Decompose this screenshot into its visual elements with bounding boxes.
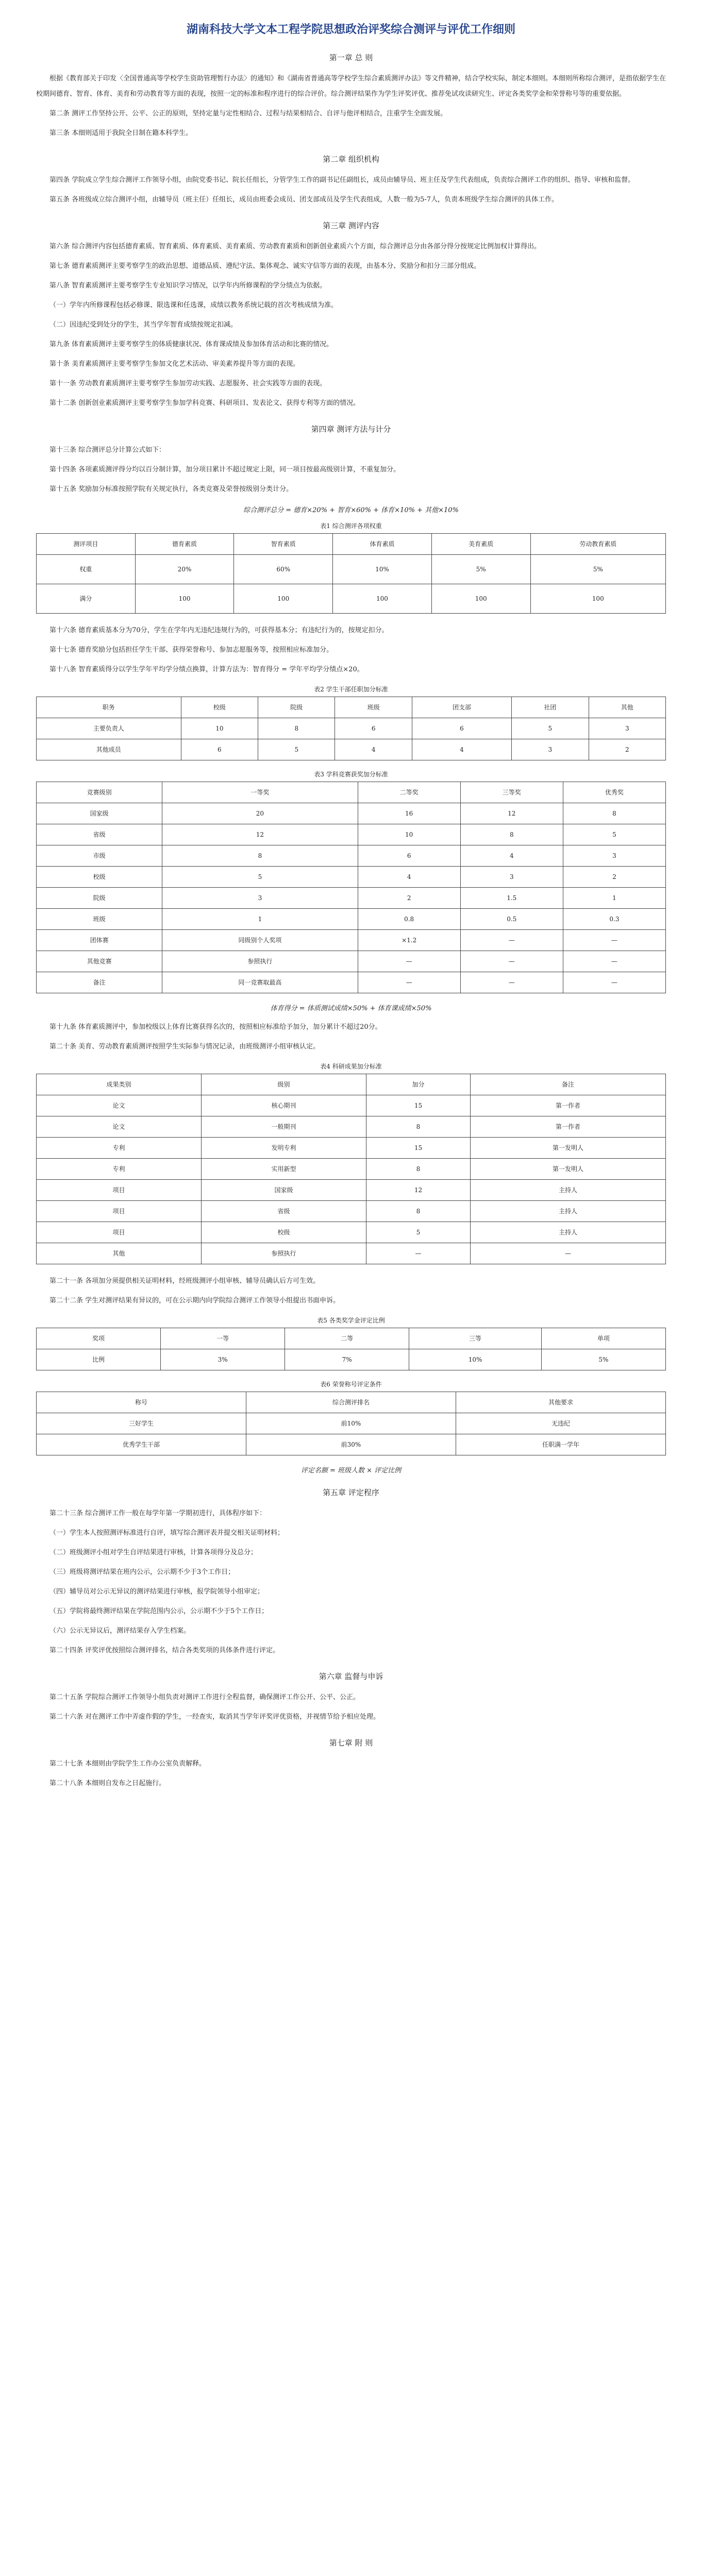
table-cell: 3 (460, 867, 563, 888)
paragraph: （一）学生本人按照测评标准进行自评，填写综合测评表并提交相关证明材料； (49, 1529, 285, 1537)
table-cell: 市级 (37, 845, 162, 867)
table-cell: 1.5 (460, 888, 563, 909)
table-cell: 论文 (37, 1095, 202, 1116)
formula-quota: 评定名额 = 班级人数 × 评定比例 (300, 1467, 402, 1475)
table-cell: 第一作者 (470, 1095, 665, 1116)
table-row (37, 1413, 666, 1434)
table-cell: 5 (512, 718, 589, 739)
table-cell: 8 (563, 803, 665, 824)
table-header-cell: 一等 (161, 1328, 285, 1349)
table-header-cell: 一等奖 (162, 782, 358, 803)
table-cell: 15 (366, 1138, 471, 1159)
table-cell: 发明专利 (202, 1138, 366, 1159)
table-cell: 国家级 (202, 1180, 366, 1201)
table-cell: 参照执行 (162, 951, 358, 972)
table-row (37, 1243, 666, 1264)
table-cell: 10% (409, 1349, 542, 1370)
table-cell: 核心期刊 (202, 1095, 366, 1116)
table-header-cell: 美育素质 (431, 534, 530, 555)
table-cell: 5 (258, 739, 335, 760)
table-cell: 0.3 (563, 909, 665, 930)
sections-part-1 (36, 52, 666, 497)
table-header-cell: 三等 (409, 1328, 542, 1349)
table-cell: 4 (412, 739, 511, 760)
table-cell: 优秀学生干部 (37, 1434, 246, 1455)
table-header-cell: 成果类别 (37, 1074, 202, 1095)
table-cell: 2 (563, 867, 665, 888)
scholarship-ratio-table (36, 1328, 666, 1370)
table-header-cell: 优秀奖 (563, 782, 665, 803)
paragraph: （五）学院将最终测评结果在学院范围内公示，公示期不少于5个工作日； (49, 1607, 269, 1615)
table-cell: — (366, 1243, 471, 1264)
table-header-row (37, 697, 666, 718)
table-header-cell: 测评项目 (37, 534, 136, 555)
paragraph: 第二十六条 对在测评工作中弄虚作假的学生，一经查实，取消其当学年评奖评优资格，并视情节给予相应处理。 (49, 1713, 380, 1721)
table-cell: 6 (335, 718, 412, 739)
paragraph: 第十五条 奖励加分标准按照学院有关规定执行，各类竞赛及荣誉按级别分类计分。 (49, 485, 293, 493)
table-cell: 主持人 (470, 1180, 665, 1201)
cadre-bonus-table (36, 697, 666, 760)
table-cell: 5% (541, 1349, 665, 1370)
chapter-heading: 第一章 总 则 (329, 53, 373, 62)
paragraph: 第二十七条 本细则由学院学生工作办公室负责解释。 (49, 1760, 206, 1768)
table-cell: 2 (589, 739, 665, 760)
table-cell: 校级 (37, 867, 162, 888)
paragraph: （三）班级将测评结果在班内公示，公示期不少于3个工作日； (49, 1568, 235, 1576)
paragraph: 第十九条 体育素质测评中，参加校级以上体育比赛获得名次的，按照相应标准给予加分，加分累计不超过20分。 (49, 1023, 382, 1031)
table-header-cell: 其他 (589, 697, 665, 718)
table-row (37, 1095, 666, 1116)
table-header-cell: 院级 (258, 697, 335, 718)
table-cell: 专利 (37, 1138, 202, 1159)
table-header-cell: 班级 (335, 697, 412, 718)
paragraph: 第二十五条 学院综合测评工作领导小组负责对测评工作进行全程监督，确保测评工作公开、公平、公正。 (49, 1693, 360, 1701)
paragraph: （六）公示无异议后，测评结果存入学生档案。 (49, 1627, 191, 1635)
table-cell: 6 (412, 718, 511, 739)
chapter-heading: 第五章 评定程序 (323, 1488, 379, 1497)
table-cell: 1 (563, 888, 665, 909)
research-bonus-table (36, 1074, 666, 1264)
formula-total-score: 综合测评总分 = 德育×20% + 智育×60% + 体育×10% + 其他×10% (243, 506, 459, 514)
table-header-cell: 级别 (202, 1074, 366, 1095)
table-cell: 校级 (202, 1222, 366, 1243)
table-header-cell: 团支部 (412, 697, 511, 718)
table-cell: 院级 (37, 888, 162, 909)
table-row (37, 972, 666, 993)
table-3-caption: 表3 学科竞赛获奖加分标准 (314, 771, 388, 778)
paragraph: 第九条 体育素质测评主要考察学生的体质健康状况、体育课成绩及参加体育活动和比赛的情况。 (49, 341, 333, 348)
table-2-caption: 表2 学生干部任职加分标准 (314, 686, 388, 693)
table-cell: 主持人 (470, 1201, 665, 1222)
table-header-row (37, 1328, 666, 1349)
table-cell: 100 (333, 584, 432, 614)
table-cell: — (460, 951, 563, 972)
table-cell: 任职满一学年 (456, 1434, 666, 1455)
paragraph: 第二十八条 本细则自发布之日起施行。 (49, 1780, 166, 1787)
table-cell: 三好学生 (37, 1413, 246, 1434)
table-cell: 项目 (37, 1201, 202, 1222)
table-row (37, 888, 666, 909)
table-cell: 同级别个人奖项 (162, 930, 358, 951)
paragraph: 第二十三条 综合测评工作一般在每学年第一学期初进行，具体程序如下： (49, 1510, 266, 1517)
table-cell: 3 (563, 845, 665, 867)
table-cell: 省级 (202, 1201, 366, 1222)
paragraph: （四）辅导员对公示无异议的测评结果进行审核，报学院领导小组审定； (49, 1588, 264, 1596)
table-header-cell: 职务 (37, 697, 181, 718)
paragraph: （二）班级测评小组对学生自评结果进行审核，计算各项得分及总分； (49, 1549, 258, 1556)
table-row (37, 824, 666, 845)
sections-part-2 (36, 1487, 666, 1791)
table-cell: 主持人 (470, 1222, 665, 1243)
table-cell: 前10% (246, 1413, 456, 1434)
table-cell: 7% (285, 1349, 409, 1370)
table-row (37, 1159, 666, 1180)
table-cell: 其他 (37, 1243, 202, 1264)
table-cell: 3 (512, 739, 589, 760)
table-cell: 5 (366, 1222, 471, 1243)
table-4-caption: 表4 科研成果加分标准 (320, 1063, 382, 1070)
table-row (37, 739, 666, 760)
chapter-heading: 第四章 测评方法与计分 (311, 425, 391, 434)
table-cell: 其他竞赛 (37, 951, 162, 972)
table-cell: 其他成员 (37, 739, 181, 760)
chapter-heading: 第二章 组织机构 (323, 155, 379, 164)
paragraph: 第二条 测评工作坚持公开、公平、公正的原则，坚持定量与定性相结合、过程与结果相结合、自评与他评相结合，注重学生全面发展。 (49, 110, 447, 117)
table-cell: — (563, 930, 665, 951)
table-cell: 4 (335, 739, 412, 760)
table-header-cell: 体育素质 (333, 534, 432, 555)
table-cell: 12 (460, 803, 563, 824)
table-cell: 16 (358, 803, 460, 824)
table-cell: 班级 (37, 909, 162, 930)
table-cell: 12 (162, 824, 358, 845)
table-5-caption: 表5 各类奖学金评定比例 (317, 1317, 385, 1324)
table-row (37, 1349, 666, 1370)
table-cell: 8 (258, 718, 335, 739)
paragraph: 第三条 本细则适用于我院全日制在籍本科学生。 (49, 129, 193, 137)
table-row (37, 555, 666, 584)
table-cell: 20% (135, 555, 234, 584)
paragraph: （二）因违纪受到处分的学生，其当学年智育成绩按规定扣减。 (49, 321, 238, 329)
table-cell: — (470, 1243, 665, 1264)
table-header-cell: 加分 (366, 1074, 471, 1095)
table-header-row (37, 534, 666, 555)
table-cell: — (358, 951, 460, 972)
table-cell: 2 (358, 888, 460, 909)
table-header-cell: 二等 (285, 1328, 409, 1349)
table-cell: 项目 (37, 1180, 202, 1201)
table-cell: 10% (333, 555, 432, 584)
table-cell: 5% (431, 555, 530, 584)
table-row (37, 1201, 666, 1222)
table-header-cell: 社团 (512, 697, 589, 718)
table-header-cell: 综合测评排名 (246, 1392, 456, 1413)
table-cell: 5 (162, 867, 358, 888)
table-header-cell: 德育素质 (135, 534, 234, 555)
table-row (37, 1116, 666, 1138)
table-cell: 满分 (37, 584, 136, 614)
table-cell: 同一竞赛取最高 (162, 972, 358, 993)
table-cell: 8 (366, 1159, 471, 1180)
paragraph: （一）学年内所修课程包括必修课、限选课和任选课，成绩以教务系统记载的首次考核成绩为准。 (49, 301, 338, 309)
table-row (37, 845, 666, 867)
paragraph: 第五条 各班级成立综合测评小组，由辅导员（班主任）任组长，成员由班委会成员、团支部成员及学生代表组成，人数一般为5-7人，负责本班级学生综合测评的具体工作。 (49, 196, 559, 204)
middle-paragraphs (36, 623, 666, 677)
table-cell: 60% (234, 555, 333, 584)
document-title: 湖南科技大学文本工程学院思想政治评奖综合测评与评优工作细则 (186, 23, 515, 36)
table-cell: 4 (460, 845, 563, 867)
table-cell: 12 (366, 1180, 471, 1201)
table-row (37, 1434, 666, 1455)
table-cell: 5% (530, 555, 665, 584)
table-cell: 备注 (37, 972, 162, 993)
table-header-cell: 备注 (470, 1074, 665, 1095)
table-row (37, 803, 666, 824)
paragraph: 第十四条 各项素质测评得分均以百分制计算，加分项目累计不超过规定上限，同一项目按最高级别计算，不重复加分。 (49, 466, 400, 473)
table-cell: 一般期刊 (202, 1116, 366, 1138)
table-cell: 100 (530, 584, 665, 614)
after-paragraphs (36, 1020, 666, 1055)
table-row (37, 867, 666, 888)
table-cell: 比例 (37, 1349, 161, 1370)
table-cell: 省级 (37, 824, 162, 845)
table-cell: 论文 (37, 1116, 202, 1138)
table-cell: 第一发明人 (470, 1138, 665, 1159)
paragraph: 第十七条 德育奖励分包括担任学生干部、获得荣誉称号、参加志愿服务等，按照相应标准加分。 (49, 646, 333, 654)
table-cell: 8 (162, 845, 358, 867)
table-header-cell: 智育素质 (234, 534, 333, 555)
paragraph: 根据《教育部关于印发〈全国普通高等学校学生资助管理暂行办法〉的通知》和《湖南省普通高等学校学生综合素质测评办法》等文件精神，结合学校实际，制定本细则。本细则所称综合测评，是指依据学生在校期间德育、智育、体育、美育和劳动教育等方面的表现，按照一定的标准和程序进行的综合评价。综合测评结果作为学生评奖评优、推荐免试攻读研究生、评定各类奖学金和荣誉称号等的重要依据。 (36, 75, 666, 98)
table-cell: 0.5 (460, 909, 563, 930)
table-cell: 6 (181, 739, 258, 760)
table-header-cell: 竞赛级别 (37, 782, 162, 803)
table-header-row (37, 1392, 666, 1413)
table-cell: 实用新型 (202, 1159, 366, 1180)
formula-sports-score: 体育得分 = 体质测试成绩×50% + 体育课成绩×50% (270, 1005, 432, 1012)
competition-bonus-table (36, 782, 666, 993)
table-header-cell: 三等奖 (460, 782, 563, 803)
table-header-cell: 称号 (37, 1392, 246, 1413)
chapter-heading: 第三章 测评内容 (323, 221, 379, 230)
paragraph: 第四条 学院成立学生综合测评工作领导小组，由院党委书记、院长任组长，分管学生工作的副书记任副组长，成员由辅导员、班主任及学生代表组成，负责综合测评工作的组织、指导、审核和监督。 (49, 176, 635, 184)
table-6-caption: 表6 荣誉称号评定条件 (320, 1381, 382, 1388)
table-cell: 1 (162, 909, 358, 930)
chapter-heading: 第七章 附 则 (329, 1738, 373, 1748)
paragraph: 第六条 综合测评内容包括德育素质、智育素质、体育素质、美育素质、劳动教育素质和创新创业素质六个方面，综合测评总分由各部分得分按规定比例加权计算得出。 (49, 243, 541, 250)
table-cell: 前30% (246, 1434, 456, 1455)
table-cell: 8 (366, 1201, 471, 1222)
table-cell: 无违纪 (456, 1413, 666, 1434)
table-row (37, 718, 666, 739)
paragraph: 第十二条 创新创业素质测评主要考察学生参加学科竞赛、科研项目、发表论文、获得专利等方面的情况。 (49, 399, 360, 407)
table-cell: 8 (366, 1116, 471, 1138)
paragraph: 第八条 智育素质测评主要考察学生专业知识学习情况，以学年内所修课程的学分绩点为依据。 (49, 282, 327, 290)
table-row (37, 930, 666, 951)
table-cell: 10 (181, 718, 258, 739)
post-paragraphs (36, 1274, 666, 1309)
table-cell: — (563, 972, 665, 993)
paragraph: 第十三条 综合测评总分计算公式如下： (49, 446, 166, 454)
table-header-cell: 二等奖 (358, 782, 460, 803)
table-row (37, 1222, 666, 1243)
paragraph: 第十一条 劳动教育素质测评主要考察学生参加劳动实践、志愿服务、社会实践等方面的表现。 (49, 380, 327, 387)
table-1-caption: 表1 综合测评各项权重 (320, 522, 382, 530)
table-cell: 100 (135, 584, 234, 614)
table-cell: 权重 (37, 555, 136, 584)
table-cell: 5 (563, 824, 665, 845)
paragraph: 第十六条 德育素质基本分为70分，学生在学年内无违纪违规行为的，可获得基本分；有违纪行为的，按规定扣分。 (49, 626, 389, 634)
paragraph: 第二十四条 评奖评优按照综合测评排名，结合各类奖项的具体条件进行评定。 (49, 1647, 280, 1654)
table-cell: 专利 (37, 1159, 202, 1180)
table-cell: 国家级 (37, 803, 162, 824)
chapter-heading: 第六章 监督与申诉 (319, 1672, 383, 1681)
table-row (37, 909, 666, 930)
table-row (37, 1180, 666, 1201)
paragraph: 第七条 德育素质测评主要考察学生的政治思想、道德品质、遵纪守法、集体观念、诚实守信等方面的表现，由基本分、奖励分和扣分三部分组成。 (49, 262, 481, 270)
honor-condition-table (36, 1392, 666, 1455)
table-header-cell: 单项 (541, 1328, 665, 1349)
table-cell: — (460, 972, 563, 993)
table-cell: 参照执行 (202, 1243, 366, 1264)
table-row (37, 951, 666, 972)
paragraph: 第二十一条 各项加分须提供相关证明材料，经班级测评小组审核、辅导员确认后方可生效。 (49, 1277, 320, 1285)
table-cell: 4 (358, 867, 460, 888)
table-cell: 项目 (37, 1222, 202, 1243)
table-cell: 20 (162, 803, 358, 824)
table-header-cell: 校级 (181, 697, 258, 718)
table-cell: 10 (358, 824, 460, 845)
table-header-cell: 劳动教育素质 (530, 534, 665, 555)
table-cell: — (563, 951, 665, 972)
table-cell: 0.8 (358, 909, 460, 930)
table-row (37, 584, 666, 614)
paragraph: 第十八条 智育素质得分以学生学年平均学分绩点换算，计算方法为：智育得分 = 学年平均学分绩点×20。 (49, 666, 364, 673)
table-cell: 3 (162, 888, 358, 909)
table-header-cell: 其他要求 (456, 1392, 666, 1413)
table-header-row (37, 782, 666, 803)
table-cell: 3 (589, 718, 665, 739)
table-cell: 团体赛 (37, 930, 162, 951)
table-cell: ×1.2 (358, 930, 460, 951)
table-cell: 100 (234, 584, 333, 614)
table-header-row (37, 1074, 666, 1095)
table-cell: — (460, 930, 563, 951)
table-cell: 15 (366, 1095, 471, 1116)
table-cell: — (358, 972, 460, 993)
paragraph: 第二十条 美育、劳动教育素质测评按照学生实际参与情况记录，由班级测评小组审核认定。 (49, 1043, 320, 1050)
weight-table (36, 533, 666, 614)
table-cell: 主要负责人 (37, 718, 181, 739)
table-cell: 8 (460, 824, 563, 845)
table-cell: 6 (358, 845, 460, 867)
table-cell: 3% (161, 1349, 285, 1370)
paragraph: 第十条 美育素质测评主要考察学生参加文化艺术活动、审美素养提升等方面的表现。 (49, 360, 300, 368)
table-cell: 第一发明人 (470, 1159, 665, 1180)
table-cell: 100 (431, 584, 530, 614)
table-header-cell: 奖项 (37, 1328, 161, 1349)
table-row (37, 1138, 666, 1159)
table-cell: 第一作者 (470, 1116, 665, 1138)
paragraph: 第二十二条 学生对测评结果有异议的，可在公示期内向学院综合测评工作领导小组提出书面申诉。 (49, 1297, 340, 1304)
